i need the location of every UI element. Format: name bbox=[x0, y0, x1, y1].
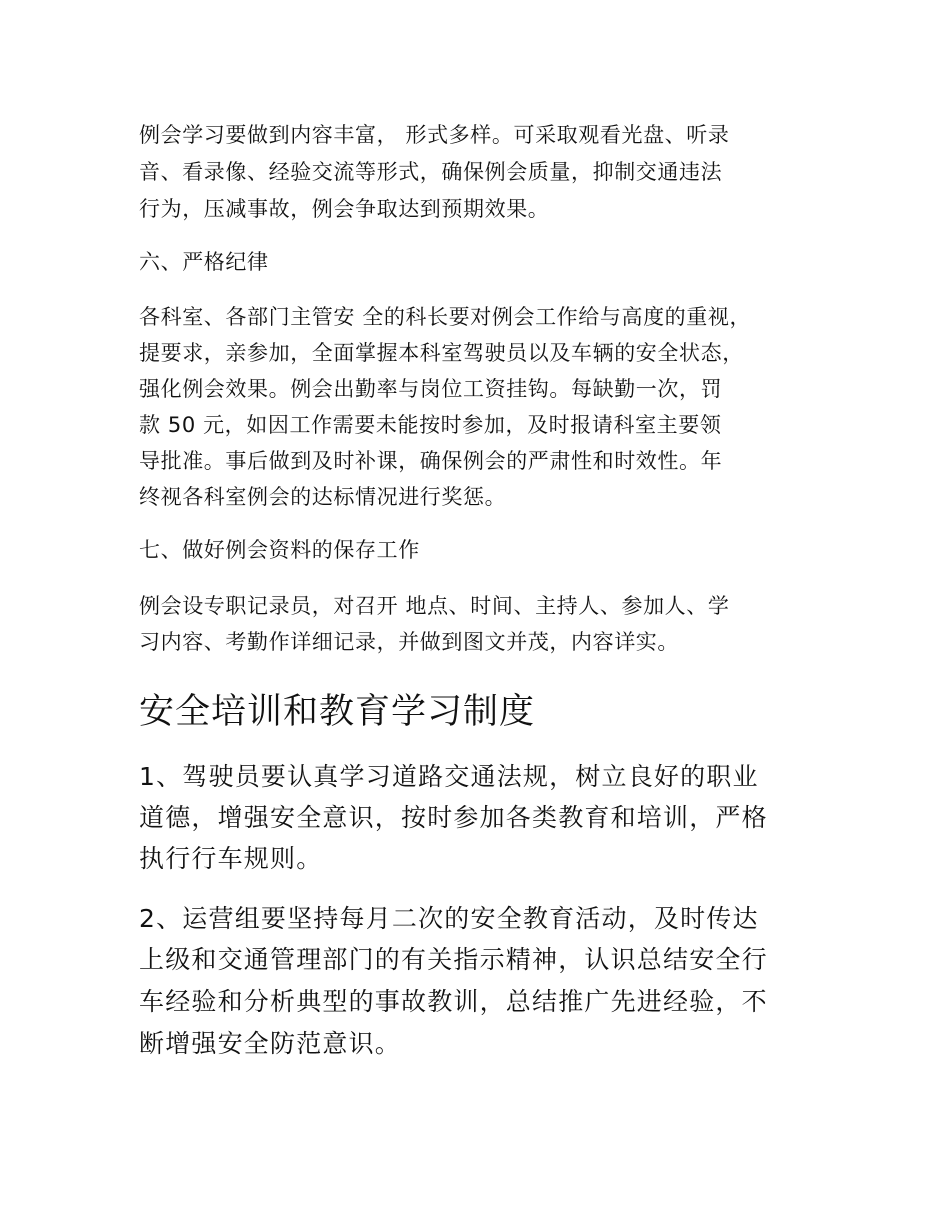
text-line: 例会设专职记录员，对召开 地点、时间、主持人、参加人、学 bbox=[139, 594, 730, 618]
text-line: 习内容、考勤作详细记录，并做到图文并茂，内容详实。 bbox=[139, 630, 679, 654]
text-line: 车经验和分析典型的事故教训，总结推广先进经验，不 bbox=[139, 987, 768, 1016]
text-line: 终视各科室例会的达标情况进行奖惩。 bbox=[139, 485, 507, 509]
section-seven-title: 七、做好例会资料的保存工作 bbox=[139, 538, 420, 562]
text-line: 执行行车规则。 bbox=[139, 844, 323, 873]
section-six-title: 六、严格纪律 bbox=[139, 250, 269, 274]
text-line: 1、驾驶员要认真学习道路交通法规，树立良好的职业 bbox=[139, 762, 759, 791]
text-line: 导批准。事后做到及时补课，确保例会的严肃性和时效性。年 bbox=[139, 449, 723, 473]
text-line: 款 50 元，如因工作需要未能按时参加，及时报请科室主要领 bbox=[139, 413, 722, 437]
page-heading: 安全培训和教育学习制度 bbox=[139, 692, 536, 732]
text-line: 提要求，亲参加，全面掌握本科室驾驶员以及车辆的安全状态， bbox=[139, 341, 744, 365]
text-line: 行为，压减事故，例会争取达到预期效果。 bbox=[139, 197, 550, 221]
text-line: 音、看录像、经验交流等形式，确保例会质量，抑制交通违法 bbox=[139, 160, 723, 184]
text-line: 2、运营组要坚持每月二次的安全教育活动，及时传达 bbox=[139, 904, 759, 933]
text-line: 断增强安全防范意识。 bbox=[139, 1029, 402, 1058]
text-line: 强化例会效果。例会出勤率与岗位工资挂钩。每缺勤一次，罚 bbox=[139, 377, 723, 401]
text-line: 道德，增强安全意识，按时参加各类教育和培训，严格 bbox=[139, 803, 768, 832]
text-line: 例会学习要做到内容丰富， 形式多样。可采取观看光盘、听录 bbox=[139, 123, 730, 147]
text-line: 各科室、各部门主管安 全的科长要对例会工作给与高度的重视， bbox=[139, 305, 752, 329]
text-line: 上级和交通管理部门的有关指示精神，认识总结安全行 bbox=[139, 945, 768, 974]
